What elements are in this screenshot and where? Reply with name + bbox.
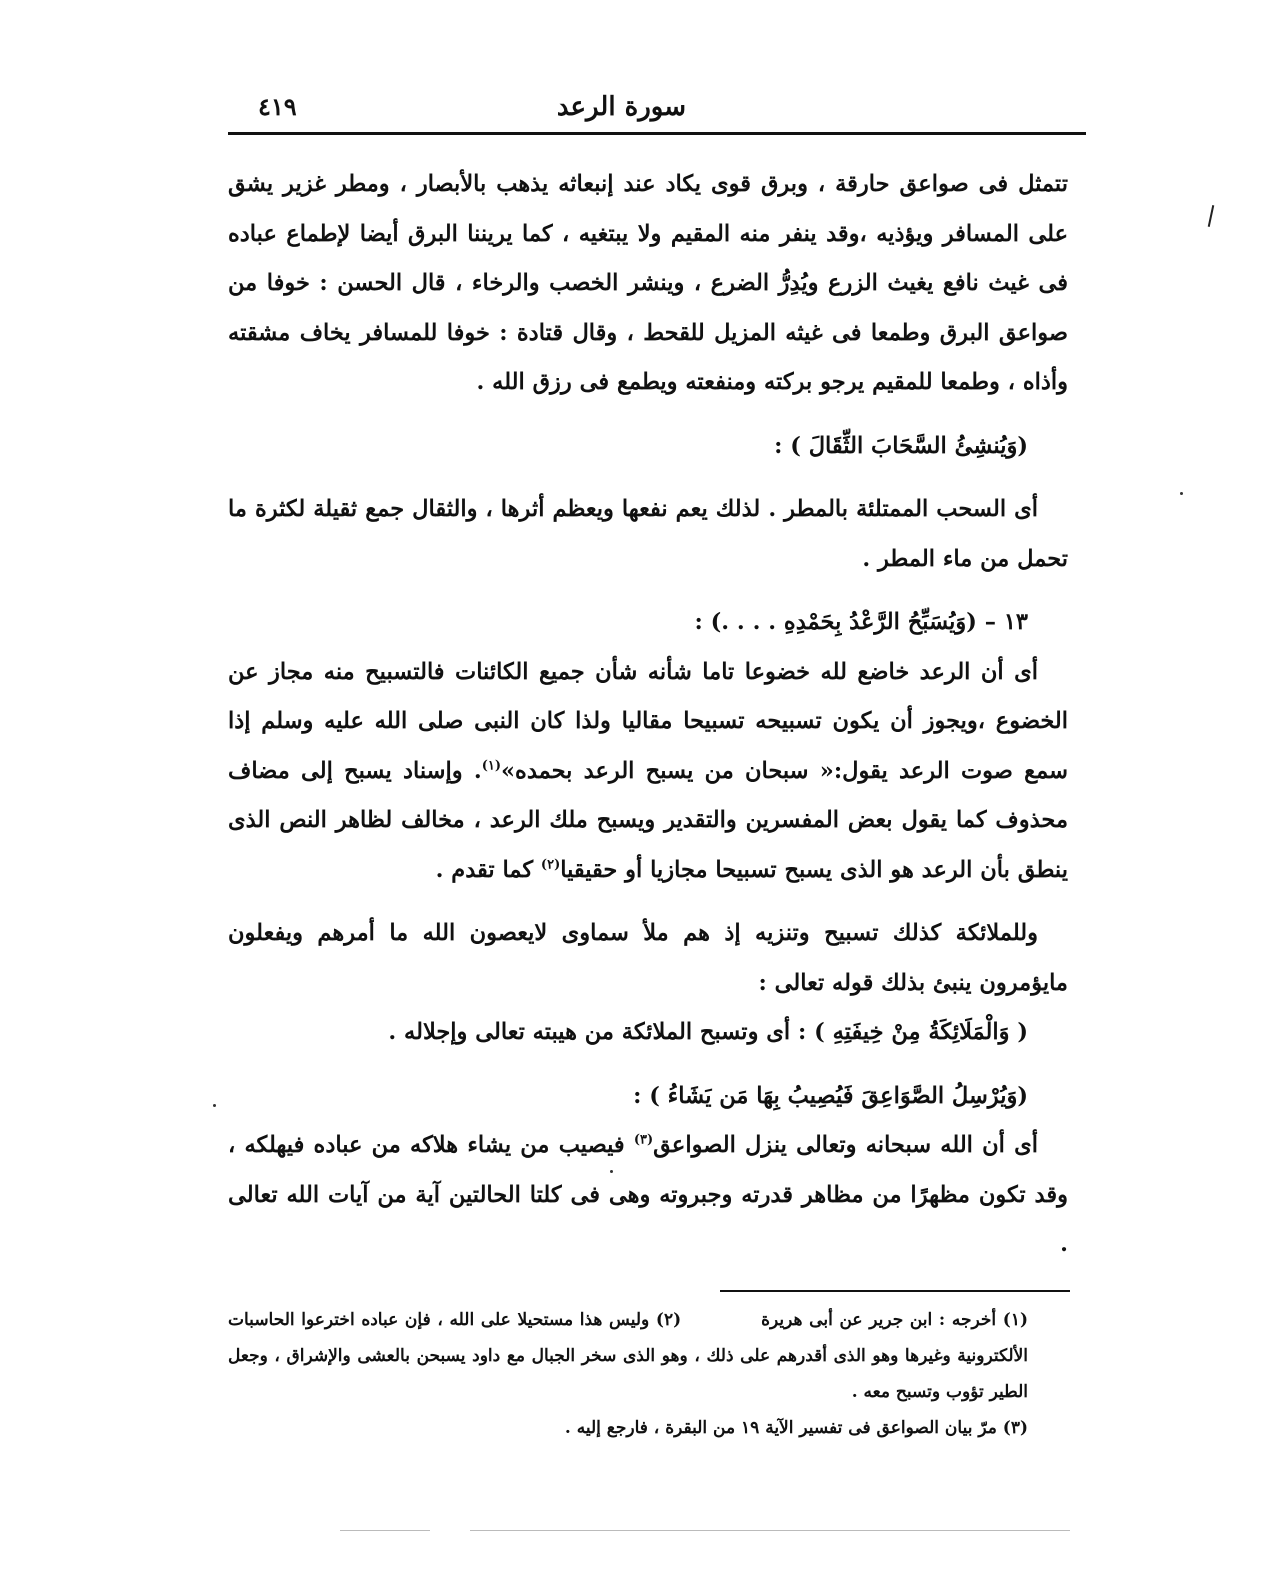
footnote-ref: (٢) (540, 857, 561, 872)
main-text (228, 160, 1068, 1270)
paragraph-text: كما تقدم . (435, 856, 541, 883)
verse-line: ( وَالْمَلَائِكَةُ مِنْ خِيفَتِهِ ) : أى وتسبح الملائكة من هيبته تعالى وإجلاله . (388, 1019, 1028, 1045)
footnote (228, 1302, 1068, 1410)
footnote-2: (٢) وليس هذا مستحيلا على الله ، فإن عباده اخترعوا الحاسبات الألكترونية وغيرها وهو الذى أقدرهم على ذلك ، وهو الذى سخر الجبال مع داود يسبحن بالعشى والإشراق ، وجعل الطير تؤوب وتسبح معه . (228, 1310, 1028, 1402)
footnote-1: (١) أخرجه : ابن جرير عن أبى هريرة (761, 1310, 1029, 1330)
scan-speck (1180, 492, 1183, 495)
verse-heading: ١٣ – (وَيُسَبِّحُ الرَّعْدُ بِحَمْدِهِ . . . .) : (694, 609, 1028, 635)
verse-heading: (وَيُرْسِلُ الصَّوَاعِقَ فَيُصِيبُ بِهَا مَن يَشَاءُ ) : (633, 1082, 1028, 1109)
footnote-ref: (٣) (633, 1132, 654, 1148)
footnote-rule (720, 1290, 1070, 1292)
running-header (228, 88, 1086, 135)
page-number: ٤١٩ (258, 92, 297, 121)
chapter-title: سورة الرعد (556, 92, 686, 122)
margin-mark (1208, 205, 1215, 227)
paragraph: وللملائكة كذلك تسبيح وتنزيه إذ هم ملأ سماوى لايعصون الله ما أمرهم ويفعلون مايؤمرون ينبئ بذلك قوله تعالى : (228, 920, 1068, 996)
footnote-ref: (١) (481, 758, 501, 773)
footnote-3: (٣) مرّ بيان الصواعق فى تفسير الآية ١٩ من البقرة ، فارجع إليه . (564, 1418, 1028, 1438)
scan-line (340, 1530, 430, 1531)
paragraph-text: أى أن الرعد خاضع لله خضوعا تاما شأنه شأن جميع الكائنات فالتسبيح منه مجاز عن الخضوع ،ويجوز أن يكون تسبيحه تسبيحا مقاليا ولذا كان النبى صلى الله عليه وسلم إذا سمع صوت الرعد يقول:« سبحان من يسبح الرعد بحمده» (228, 658, 1068, 784)
scan-speck (610, 1170, 613, 1173)
paragraph (228, 1121, 1068, 1270)
paragraph-text: فيصيب من يشاء هلاكه من عباده فيهلكه ، وقد تكون مظهرًا من مظاهر قدرته وجبروته وهى فى كلتا الحالتين آية من آيات الله تعالى . (228, 1132, 1068, 1257)
paragraph-text: أى أن الله سبحانه وتعالى ينزل الصواعق (653, 1132, 1038, 1158)
paragraph: أى السحب الممتلئة بالمطر . لذلك يعم نفعها ويعظم أثرها ، والثقال جمع ثقيلة لكثرة ما تحمل من ماء المطر . (228, 496, 1068, 572)
footnotes (228, 1302, 1068, 1446)
paragraph: تتمثل فى صواعق حارقة ، وبرق قوى يكاد عند إنبعاثه يذهب بالأبصار ، ومطر غزير يشق على المسافر ويؤذيه ،وقد ينفر منه المقيم ولا يبتغيه ، كما يريننا البرق أيضا لإطماع عباده فى غيث نافع يغيث الزرع ويُدِرُّ الضرع ، وينشر الخصب والرخاء ، قال الحسن : خوفا من صواعق البرق وطمعا فى غيثه المزيل للقحط ، وقال قتادة : خوفا للمسافر يخاف مشقته وأذاه ، وطمعا للمقيم يرجو بركته ومنفعته ويطمع فى رزق الله . (228, 171, 1068, 395)
scan-line (470, 1530, 1070, 1531)
paragraph (228, 648, 1068, 896)
paragraph-text: . وإسناد يسبح إلى مضاف محذوف كما يقول بعض المفسرين والتقدير ويسبح ملك الرعد ، مخالف لظاهر النص الذى ينطق بأن الرعد هو الذى يسبح تسبيحا مجازيا أو حقيقيا (228, 757, 1068, 883)
scan-speck (213, 1104, 216, 1107)
verse-heading: (وَيُنشِئُ السَّحَابَ الثِّقَالَ ) : (774, 432, 1028, 459)
